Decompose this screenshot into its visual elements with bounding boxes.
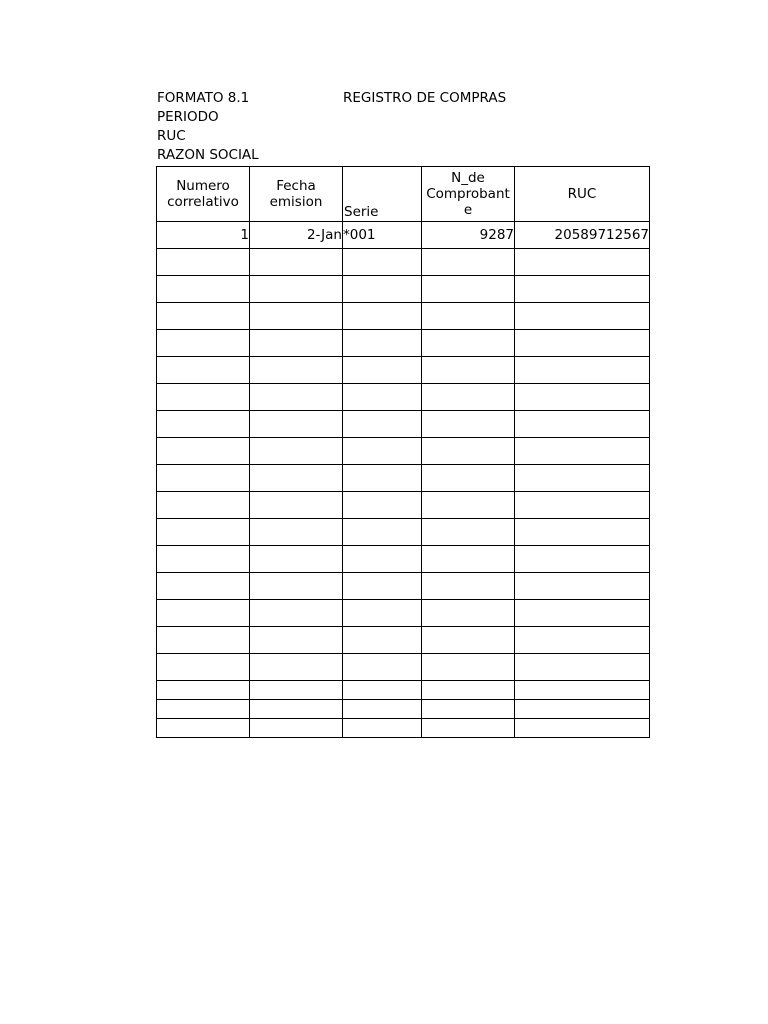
empty-table-cell bbox=[343, 573, 422, 600]
empty-table-cell bbox=[250, 330, 343, 357]
empty-table-cell bbox=[157, 411, 250, 438]
empty-table-cell bbox=[343, 249, 422, 276]
empty-table-cell bbox=[250, 654, 343, 681]
empty-table-cell bbox=[515, 411, 650, 438]
empty-table-cell bbox=[157, 519, 250, 546]
empty-table-cell bbox=[515, 303, 650, 330]
empty-table-row bbox=[157, 573, 650, 600]
format-label: FORMATO 8.1 bbox=[157, 90, 250, 106]
empty-table-cell bbox=[422, 276, 515, 303]
empty-table-row bbox=[157, 276, 650, 303]
empty-table-cell bbox=[250, 627, 343, 654]
empty-table-row bbox=[157, 465, 650, 492]
empty-table-cell bbox=[515, 627, 650, 654]
empty-table-row bbox=[157, 519, 650, 546]
document-title: REGISTRO DE COMPRAS bbox=[343, 90, 507, 106]
empty-table-cell bbox=[422, 465, 515, 492]
empty-table-cell bbox=[343, 330, 422, 357]
empty-table-row bbox=[157, 719, 650, 738]
empty-table-row bbox=[157, 411, 650, 438]
empty-table-cell bbox=[515, 519, 650, 546]
cell-numero-correlativo: 1 bbox=[157, 222, 250, 249]
empty-table-cell bbox=[250, 438, 343, 465]
empty-table-cell bbox=[343, 700, 422, 719]
empty-table-cell bbox=[515, 681, 650, 700]
empty-table-cell bbox=[343, 465, 422, 492]
empty-table-cell bbox=[343, 384, 422, 411]
empty-table-cell bbox=[422, 411, 515, 438]
periodo-label: PERIODO bbox=[157, 109, 219, 125]
column-header-ruc: RUC bbox=[515, 167, 650, 222]
empty-table-cell bbox=[157, 600, 250, 627]
empty-table-cell bbox=[515, 357, 650, 384]
empty-table-cell bbox=[157, 492, 250, 519]
empty-table-cell bbox=[343, 438, 422, 465]
empty-table-cell bbox=[422, 330, 515, 357]
empty-table-row bbox=[157, 303, 650, 330]
empty-table-cell bbox=[250, 411, 343, 438]
empty-table-row bbox=[157, 627, 650, 654]
empty-table-cell bbox=[343, 357, 422, 384]
empty-table-row bbox=[157, 357, 650, 384]
empty-table-cell bbox=[515, 438, 650, 465]
empty-table-cell bbox=[422, 719, 515, 738]
column-header-numero-correlativo: Numero correlativo bbox=[157, 167, 250, 222]
empty-table-row bbox=[157, 330, 650, 357]
empty-table-cell bbox=[250, 384, 343, 411]
empty-table-cell bbox=[250, 357, 343, 384]
empty-table-cell bbox=[157, 465, 250, 492]
empty-table-cell bbox=[343, 546, 422, 573]
empty-table-cell bbox=[422, 654, 515, 681]
empty-table-cell bbox=[250, 465, 343, 492]
empty-table-cell bbox=[515, 719, 650, 738]
empty-table-cell bbox=[157, 384, 250, 411]
empty-table-cell bbox=[422, 303, 515, 330]
empty-table-cell bbox=[250, 249, 343, 276]
empty-table-cell bbox=[157, 357, 250, 384]
empty-table-cell bbox=[343, 681, 422, 700]
purchases-register-table bbox=[156, 166, 650, 738]
empty-table-cell bbox=[422, 438, 515, 465]
empty-table-cell bbox=[422, 600, 515, 627]
empty-table-cell bbox=[515, 492, 650, 519]
razon-social-label: RAZON SOCIAL bbox=[157, 147, 259, 163]
empty-table-cell bbox=[250, 719, 343, 738]
empty-table-cell bbox=[250, 573, 343, 600]
cell-ruc: 20589712567 bbox=[515, 222, 650, 249]
empty-table-cell bbox=[515, 573, 650, 600]
empty-table-cell bbox=[422, 519, 515, 546]
empty-table-cell bbox=[157, 546, 250, 573]
empty-table-cell bbox=[515, 330, 650, 357]
empty-table-cell bbox=[157, 654, 250, 681]
empty-table-cell bbox=[343, 600, 422, 627]
empty-table-cell bbox=[515, 546, 650, 573]
empty-table-cell bbox=[343, 492, 422, 519]
empty-table-cell bbox=[343, 276, 422, 303]
empty-table-cell bbox=[422, 573, 515, 600]
empty-table-cell bbox=[422, 546, 515, 573]
column-header-serie: Serie bbox=[343, 167, 422, 222]
empty-table-cell bbox=[157, 627, 250, 654]
empty-table-cell bbox=[157, 330, 250, 357]
empty-table-row bbox=[157, 600, 650, 627]
empty-table-cell bbox=[422, 384, 515, 411]
empty-table-cell bbox=[515, 700, 650, 719]
empty-table-cell bbox=[343, 719, 422, 738]
empty-table-cell bbox=[515, 654, 650, 681]
empty-table-cell bbox=[157, 276, 250, 303]
empty-table-cell bbox=[157, 719, 250, 738]
empty-table-cell bbox=[515, 600, 650, 627]
column-header-n-de-comprobante: N_de Comprobant e bbox=[422, 167, 515, 222]
empty-table-cell bbox=[157, 681, 250, 700]
empty-table-row bbox=[157, 654, 650, 681]
empty-table-cell bbox=[515, 384, 650, 411]
empty-table-row bbox=[157, 492, 650, 519]
empty-table-cell bbox=[250, 303, 343, 330]
table-row bbox=[157, 222, 650, 249]
empty-table-cell bbox=[515, 249, 650, 276]
cell-serie: *001 bbox=[343, 222, 422, 249]
column-header-fecha-emision: Fecha emision bbox=[250, 167, 343, 222]
empty-table-cell bbox=[250, 519, 343, 546]
empty-table-row bbox=[157, 384, 650, 411]
empty-table-cell bbox=[250, 492, 343, 519]
empty-table-cell bbox=[343, 303, 422, 330]
empty-table-cell bbox=[515, 465, 650, 492]
empty-table-row bbox=[157, 438, 650, 465]
empty-table-cell bbox=[250, 600, 343, 627]
empty-table-cell bbox=[343, 519, 422, 546]
empty-table-cell bbox=[422, 627, 515, 654]
empty-table-cell bbox=[422, 357, 515, 384]
empty-table-cell bbox=[157, 700, 250, 719]
empty-table-cell bbox=[250, 681, 343, 700]
empty-table-cell bbox=[422, 681, 515, 700]
empty-table-row bbox=[157, 249, 650, 276]
empty-table-row bbox=[157, 700, 650, 719]
empty-table-cell bbox=[343, 654, 422, 681]
empty-table-row bbox=[157, 681, 650, 700]
empty-table-cell bbox=[422, 700, 515, 719]
empty-table-row bbox=[157, 546, 650, 573]
empty-table-cell bbox=[250, 276, 343, 303]
empty-table-cell bbox=[343, 411, 422, 438]
table-header-row bbox=[157, 167, 650, 222]
empty-table-cell bbox=[157, 573, 250, 600]
empty-table-cell bbox=[343, 627, 422, 654]
ruc-label: RUC bbox=[157, 128, 186, 144]
empty-table-cell bbox=[157, 303, 250, 330]
cell-fecha-emision: 2-Jan bbox=[250, 222, 343, 249]
empty-table-cell bbox=[515, 276, 650, 303]
empty-table-cell bbox=[250, 700, 343, 719]
empty-table-cell bbox=[422, 492, 515, 519]
empty-table-cell bbox=[422, 249, 515, 276]
empty-table-cell bbox=[157, 438, 250, 465]
empty-table-cell bbox=[250, 546, 343, 573]
cell-n-de-comprobante: 9287 bbox=[422, 222, 515, 249]
empty-table-cell bbox=[157, 249, 250, 276]
